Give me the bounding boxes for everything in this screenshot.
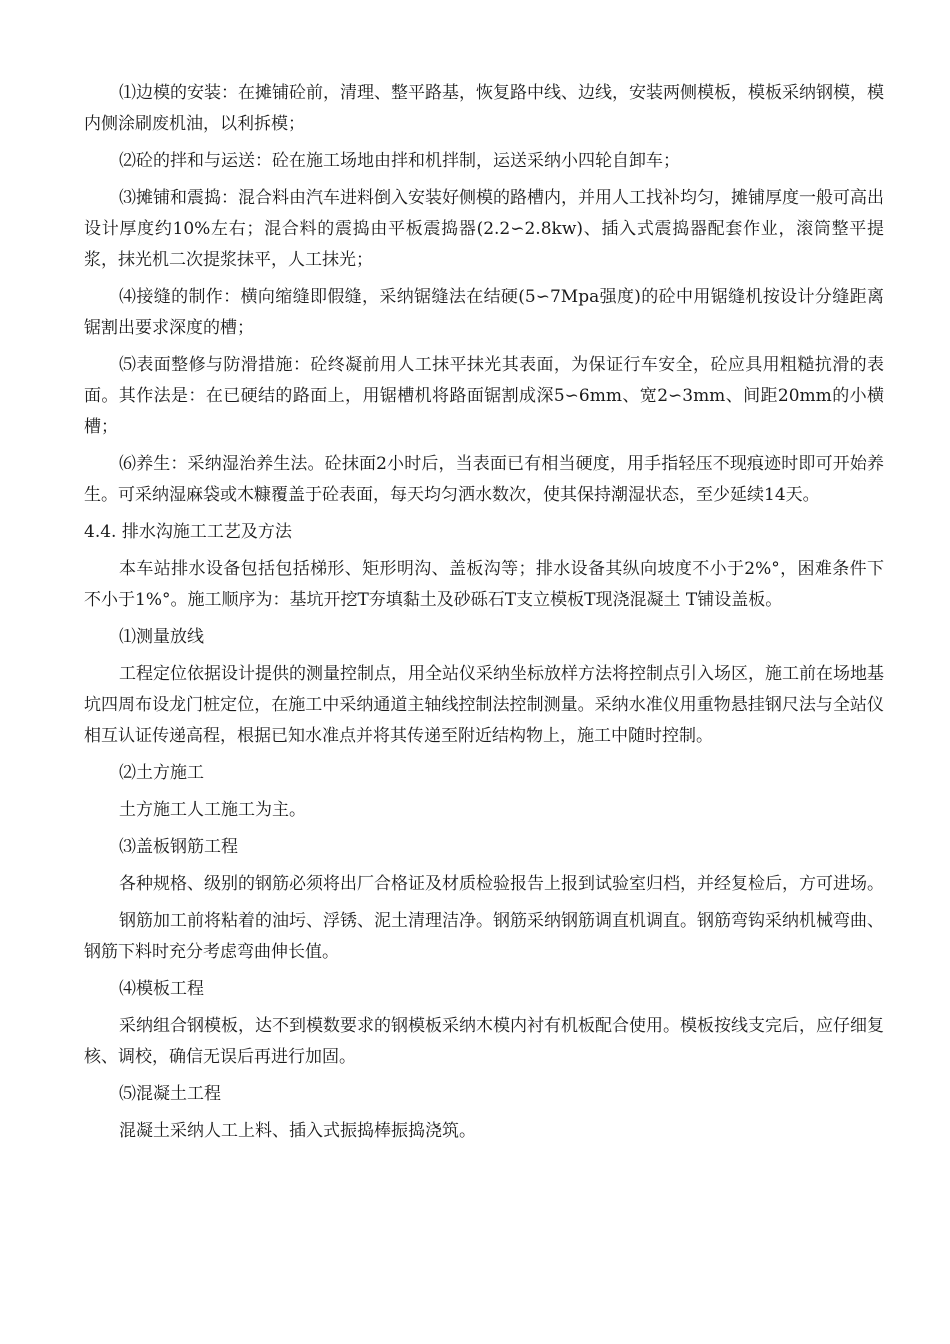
paragraph-surface-finishing: ⑸表面整修与防滑措施：砼终凝前用人工抹平抹光其表面，为保证行车安全，砼应具用粗糙抗滑的表面。其作法是：在已硬结的路面上，用锯槽机将路面锯割成深5∽6mm、宽2∽3mm、间距20mm的小横槽；: [84, 355, 884, 437]
paragraph-concrete-mixing: ⑵砼的拌和与运送：砼在施工场地由拌和机拌制，运送采纳小四轮自卸车；: [119, 151, 680, 171]
subsection-title-earthwork: ⑵土方施工: [119, 763, 204, 783]
subsection-text-survey: 工程定位依据设计提供的测量控制点，用全站仪采纳坐标放样方法将控制点引入场区，施工前在场地基坑四周布设龙门桩定位，在施工中采纳通道主轴线控制法控制测量。采纳水准仪用重物悬挂钢尺法与全站仪相互认证传递高程，根据已知水准点并将其传递至附近结构物上，施工中随时控制。: [84, 664, 884, 746]
subsection-text-formwork: 采纳组合钢模板，达不到模数要求的钢模板采纳木模内衬有机板配合使用。模板按线支完后，应仔细复核、调校，确信无误后再进行加固。: [84, 1016, 884, 1067]
subsection-text-earthwork: 土方施工人工施工为主。: [119, 800, 306, 820]
subsection-title-formwork: ⑷模板工程: [119, 979, 204, 999]
subsection-title-concrete: ⑸混凝土工程: [119, 1084, 221, 1104]
section-heading: 4.4. 排水沟施工工艺及方法: [84, 522, 292, 542]
subsection-text-rebar-2: 钢筋加工前将粘着的油圬、浮锈、泥土清理洁净。钢筋采纳钢筋调直机调直。钢筋弯钩采纳机械弯曲、钢筋下料时充分考虑弯曲伸长值。: [84, 911, 884, 962]
paragraph-edge-formwork: ⑴边模的安装：在摊铺砼前，清理、整平路基，恢复路中线、边线，安装两侧模板，模板采纳钢模，模内侧涂刷废机油，以利拆模；: [84, 83, 884, 134]
paragraph-curing: ⑹养生：采纳湿治养生法。砼抹面2小时后，当表面已有相当硬度，用手指轻压不现痕迹时即可开始养生。可采纳湿麻袋或木糠覆盖于砼表面，每天均匀洒水数次，使其保持潮湿状态，至少延续14天。: [84, 454, 884, 505]
subsection-title-survey: ⑴测量放线: [119, 627, 204, 647]
subsection-title-rebar: ⑶盖板钢筋工程: [119, 837, 238, 857]
document-page: [84, 78, 884, 1153]
subsection-text-rebar-1: 各种规格、级别的钢筋必须将出厂合格证及材质检验报告上报到试验室归档，并经复检后，方可进场。: [119, 874, 884, 894]
section-intro: 本车站排水设备包括包括梯形、矩形明沟、盖板沟等；排水设备其纵向坡度不小于2%°，困难条件下不小于1%°。施工顺序为：基坑开挖T夯填黏土及砂砾石T支立模板T现浇混凝土 T铺设盖板。: [84, 559, 884, 610]
paragraph-paving-vibrating: ⑶摊铺和震捣：混合料由汽车进料倒入安装好侧模的路槽内，并用人工找补均匀，摊铺厚度一般可高出设计厚度约10%左右；混合料的震捣由平板震捣器(2.2∽2.8kw)、插入式震捣器配套作业，滚筒整平提浆，抹光机二次提浆抹平，人工抹光；: [84, 188, 884, 270]
paragraph-joints: ⑷接缝的制作：横向缩缝即假缝，采纳锯缝法在结硬(5∽7Mpa强度)的砼中用锯缝机按设计分缝距离锯割出要求深度的槽；: [84, 287, 884, 338]
subsection-text-concrete: 混凝土采纳人工上料、插入式振捣棒振捣浇筑。: [119, 1121, 476, 1141]
